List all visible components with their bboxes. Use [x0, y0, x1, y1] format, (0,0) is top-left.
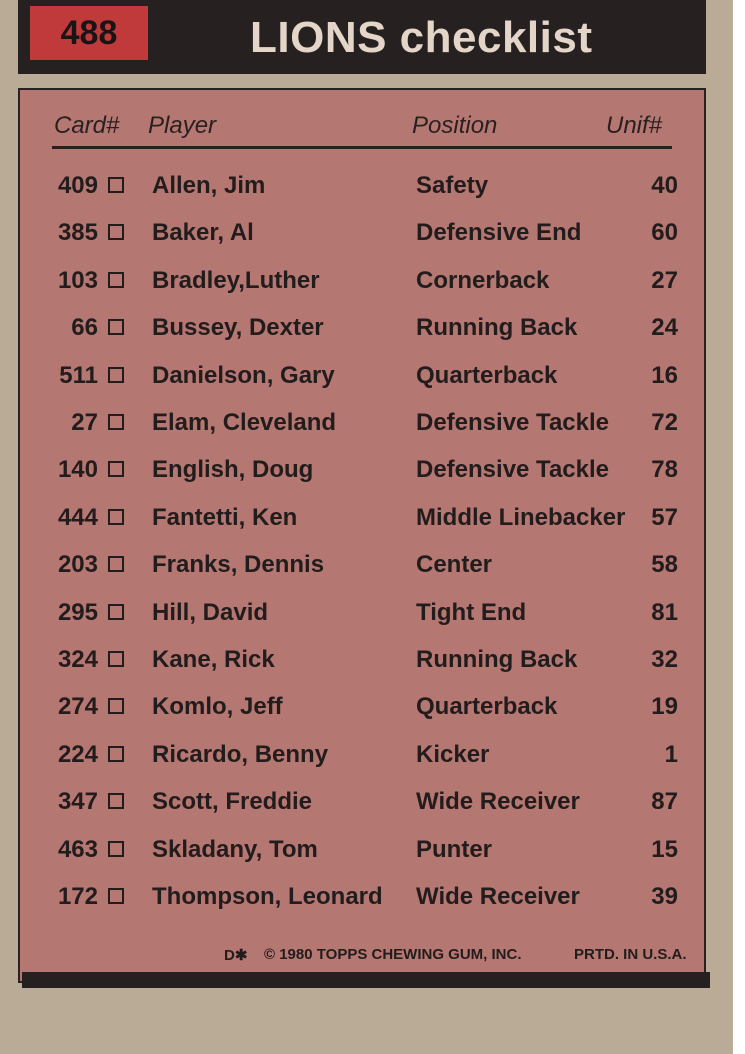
uniform-number-cell: 27	[651, 266, 678, 294]
checkbox[interactable]	[108, 461, 124, 477]
player-cell: Komlo, Jeff	[152, 693, 283, 721]
table-row	[0, 166, 733, 206]
table-row	[0, 308, 733, 348]
player-cell: Baker, Al	[152, 219, 254, 247]
table-row	[0, 593, 733, 633]
player-cell: Bradley,Luther	[152, 266, 320, 294]
card-number-cell: 27	[71, 409, 98, 436]
card-number-cell: 511	[59, 361, 98, 389]
position-cell: Cornerback	[416, 266, 550, 294]
bottom-bar	[22, 972, 710, 988]
position-cell: Wide Receiver	[416, 883, 580, 910]
position-cell: Kicker	[416, 740, 490, 768]
player-cell: Elam, Cleveland	[152, 409, 337, 436]
uniform-number-cell: 57	[651, 503, 678, 531]
position-cell: Wide Receiver	[416, 788, 580, 816]
table-row	[0, 545, 733, 585]
table-row	[0, 830, 733, 870]
card-number-cell: 140	[57, 456, 98, 484]
table-row	[0, 261, 733, 301]
checkbox[interactable]	[108, 224, 124, 240]
card-number-cell: 409	[57, 172, 98, 199]
player-cell: Bussey, Dexter	[152, 314, 324, 342]
position-cell: Defensive Tackle	[416, 456, 609, 484]
player-cell: Allen, Jim	[152, 172, 266, 199]
table-row	[0, 356, 733, 396]
column-header-unif: Unif#	[606, 112, 663, 139]
table-row	[0, 498, 733, 538]
player-cell: English, Doug	[152, 456, 314, 484]
checkbox[interactable]	[108, 888, 124, 904]
checkbox[interactable]	[108, 272, 124, 288]
card-number-cell: 66	[71, 314, 98, 342]
uniform-number-cell: 15	[651, 835, 678, 863]
checkbox[interactable]	[108, 746, 124, 762]
player-cell: Scott, Freddie	[152, 788, 313, 816]
checkbox[interactable]	[108, 604, 124, 620]
position-cell: Defensive End	[416, 219, 582, 247]
player-cell: Fantetti, Ken	[152, 503, 298, 531]
card-number-cell: 385	[57, 219, 98, 247]
player-cell: Hill, David	[152, 598, 269, 626]
checkbox[interactable]	[108, 698, 124, 714]
print-code: D✱	[224, 947, 248, 964]
position-cell: Quarterback	[416, 361, 558, 389]
uniform-number-cell: 16	[651, 361, 678, 389]
card-number-cell: 172	[57, 883, 98, 910]
uniform-number-cell: 24	[651, 314, 678, 342]
position-cell: Running Back	[416, 314, 578, 342]
position-cell: Center	[416, 551, 493, 579]
checkbox[interactable]	[108, 177, 124, 193]
checkbox[interactable]	[108, 841, 124, 857]
table-row	[0, 687, 733, 727]
table-row	[0, 450, 733, 490]
checkbox[interactable]	[108, 556, 124, 572]
uniform-number-cell: 81	[651, 598, 678, 626]
table-row	[0, 640, 733, 680]
card-number-cell: 203	[57, 551, 98, 579]
table-row	[0, 213, 733, 253]
card-number-cell: 444	[57, 503, 98, 531]
printed-in-text: PRTD. IN U.S.A.	[574, 946, 687, 963]
uniform-number-cell: 87	[651, 788, 678, 816]
card-number-cell: 224	[57, 740, 98, 768]
uniform-number-cell: 40	[651, 172, 678, 199]
card-title: LIONS checklist	[250, 13, 593, 62]
position-cell: Punter	[416, 835, 493, 863]
table-row	[0, 782, 733, 822]
column-header-card: Card#	[54, 112, 120, 139]
copyright-text: © 1980 TOPPS CHEWING GUM, INC.	[264, 946, 522, 963]
checkbox[interactable]	[108, 414, 124, 430]
checkbox[interactable]	[108, 509, 124, 525]
card-number-badge: 488	[30, 6, 148, 60]
position-cell: Defensive Tackle	[416, 409, 609, 436]
player-cell: Ricardo, Benny	[152, 740, 329, 768]
uniform-number-cell: 78	[651, 456, 678, 484]
checkbox[interactable]	[108, 367, 124, 383]
position-cell: Tight End	[416, 598, 527, 626]
player-cell: Thompson, Leonard	[152, 883, 383, 910]
card-number-cell: 347	[57, 788, 98, 816]
player-cell: Danielson, Gary	[152, 361, 335, 389]
position-cell: Running Back	[416, 646, 578, 673]
position-cell: Safety	[416, 172, 489, 199]
uniform-number-cell: 19	[651, 693, 678, 721]
uniform-number-cell: 58	[651, 551, 678, 579]
column-header-player: Player	[148, 112, 217, 139]
player-cell: Skladany, Tom	[152, 835, 318, 863]
table-row	[0, 735, 733, 775]
uniform-number-cell: 32	[651, 646, 678, 673]
table-row	[0, 403, 733, 443]
column-header-position: Position	[412, 112, 498, 139]
uniform-number-cell: 72	[651, 409, 678, 436]
header-divider	[52, 146, 672, 149]
card-number-cell: 463	[57, 835, 98, 863]
position-cell: Quarterback	[416, 693, 558, 721]
checkbox[interactable]	[108, 651, 124, 667]
player-cell: Franks, Dennis	[152, 551, 325, 579]
uniform-number-cell: 1	[664, 740, 678, 768]
card-number-cell: 295	[57, 598, 98, 626]
card-number-cell: 274	[57, 693, 98, 721]
player-cell: Kane, Rick	[152, 646, 275, 673]
checkbox[interactable]	[108, 793, 124, 809]
card-number-cell: 324	[57, 646, 98, 673]
table-row	[0, 877, 733, 917]
uniform-number-cell: 60	[651, 219, 678, 247]
position-cell: Middle Linebacker	[416, 503, 626, 531]
checkbox[interactable]	[108, 319, 124, 335]
card-number-cell: 103	[57, 266, 98, 294]
uniform-number-cell: 39	[651, 883, 678, 910]
